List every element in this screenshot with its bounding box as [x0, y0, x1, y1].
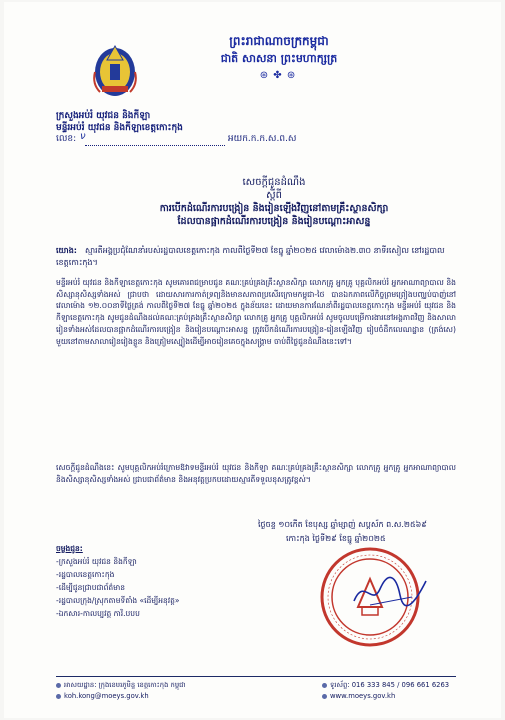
kingdom-motto: ជាតិ សាសនា ព្រះមហាក្សត្រ	[220, 52, 338, 65]
solar-date: កោះកុង ថ្ងៃទី២៩ ខែធ្នូ ឆ្នាំ២០២៥	[286, 534, 386, 543]
title-line-4: ដែលបានផ្អាកដំណើរការបង្រៀន និងរៀនបណ្តោះអាសន្ន	[177, 216, 371, 227]
ministry-name: ក្រសួងអប់រំ យុវជន និងកីឡា	[56, 111, 151, 121]
title-line-2: ស្តីពី	[266, 190, 282, 201]
globe-icon	[322, 694, 327, 699]
subject-text: ស្មារតីអង្គប្រជុំណែនាំរបស់រដ្ឋបាលខេត្តកោះកុង កាលពីថ្ងៃទី២៧ ខែធ្នូ ឆ្នាំ២០២៥ វេលាម៉ោង២.៣០ នាទីរសៀល នៅរដ្ឋបាលខេត្តកោះកុង។	[56, 246, 445, 267]
reference-label: លេខ:	[56, 134, 77, 144]
footer-contact-left	[56, 680, 186, 702]
footer-contact-right	[322, 680, 449, 702]
distribution-item: -ដើម្បីជូនជ្រាបជាព័ត៌មាន	[56, 583, 126, 592]
title-line-3: ការបើកដំណើរការបង្រៀន និងរៀនឡើងវិញនៅតាមគ្រឹះស្ថានសិក្សា	[159, 203, 389, 214]
email-icon	[56, 694, 61, 699]
footer-divider	[56, 676, 456, 677]
distribution-item: -រដ្ឋបាលក្រុង/ស្រុកតាមទីតាំង «ដើម្បីអនុវត្ត»	[56, 596, 180, 605]
footer-email[interactable]: koh.kong@moeys.gov.kh	[64, 692, 149, 700]
department-name: មន្ទីរអប់រំ យុវជន និងកីឡាខេត្តកោះកុង	[56, 123, 183, 133]
ministry-block	[56, 110, 183, 134]
phone-icon	[322, 683, 327, 688]
ministry-crest-logo	[90, 38, 140, 100]
header-ornament: ⊛ ✤ ⊛	[259, 70, 297, 81]
kingdom-title: ព្រះរាជាណាចក្រកម្ពុជា	[229, 34, 329, 48]
distribution-item: -ក្រសួងអប់រំ យុវជន និងកីឡា	[56, 557, 137, 566]
reference-number	[56, 133, 297, 146]
lunar-date: ថ្ងៃចន្ទ ១០កើត ខែបុស្ស ឆ្នាំម្សាញ់ សប្តស័ក ព.ស.២៥៦៩	[258, 520, 427, 529]
reference-handwritten: ν	[80, 131, 86, 142]
signature	[350, 571, 430, 611]
document-page	[4, 2, 501, 718]
footer-phone: ទូរស័ព្ទ: 016 333 845 / 096 661 6263	[330, 681, 450, 689]
kingdom-header	[194, 32, 364, 68]
footer-website[interactable]: www.moeys.gov.kh	[330, 692, 396, 700]
footer-address: អាសយដ្ឋាន: ក្រុងខេមរភូមិន្ទ ខេត្តកោះកុង កម្ពុជា	[64, 681, 186, 689]
title-line-1: សេចក្តីជូនដំណឹង	[242, 177, 306, 188]
body-paragraph-1: មន្ទីរអប់រំ យុវជន និងកីឡាខេត្តកោះកុង សូមគោរពជម្រាបជូន គណៈគ្រប់គ្រងគ្រឹះស្ថានសិក្សា លោកគ្រូ អ្នកគ្រូ បុគ្គលិកអប់រំ អ្នកអាណាព្យាបាល និងសិស្សានុសិស្សទាំងអស់ ជ្រាបថា ដោយសារការកាត់ទ្រព្យនិងមានសភាពប្រសើរក្រោមកម្ពុជា-ថៃ បានឯកភាពលើកិច្ចព្រមព្រៀងបញ្ឈប់បាញ់នៅវេលាម៉ោង ១២.០០នាទីថ្ងៃត្រង់ កាលពីថ្ងៃទី២៧ ខែធ្នូ ឆ្នាំ២០២៥ ក្នុងន័យនេះ ដោយមានការណែនាំពីរដ្ឋបាលខេត្តកោះកុង មន្ទីរអប់រំ យុវជន និងកីឡាខេត្តកោះកុង សូមជូនដំណឹងដល់គណៈគ្រប់គ្រងគ្រឹះស្ថានសិក្សា លោកគ្រូ អ្នកគ្រូ បុគ្គលិកអប់រំ សូមចូលបម្រើការងារនៅអង្គភាពវិញ និងសាលារៀនទាំងអស់ដែលបានផ្អាកដំណើរការបង្រៀន និងរៀនបណ្តោះអាសន្ន ត្រូវបើកដំណើរការបង្រៀន-រៀនឡើងវិញ រៀបចំដឹកលេណដ្ឋាន (ត្រង់សេ) មួយនៅតាមសាលារៀនរៀងខ្លួន និងត្រៀមស្បៀងដើម្បីអាចរៀនគេចក្នុងសង្គ្រាម ចាប់ពីថ្ងៃជូនដំណឹងនេះទៅ។	[56, 278, 456, 346]
distribution-list	[56, 542, 179, 620]
reference-line	[85, 145, 225, 146]
reference-subject	[56, 245, 456, 269]
distribution-heading: ចម្លងជូន:	[56, 544, 83, 553]
subject-label: យោង:	[56, 246, 77, 255]
notice-title	[124, 176, 424, 228]
body-paragraph-2: សេចក្តីជូនដំណឹងនេះ សូមបុគ្គលិកអប់រំក្រោមឱវាទមន្ទីរអប់រំ យុវជន និងកីឡា គណៈគ្រប់គ្រងគ្រឹះស្ថានសិក្សា លោកគ្រូ អ្នកគ្រូ អ្នកអាណាព្យាបាល និងសិស្សានុសិស្សទាំងអស់ ជ្រាបជាព័ត៌មាន និងអនុវត្តប្រកបដោយស្មារតីទទួលខុសត្រូវខ្ពស់។	[56, 463, 456, 484]
reference-suffix: អយក.ក.ក.ស.ព.ស	[227, 134, 297, 144]
distribution-item: -ឯកសារ-កាលប្បវត្ត ការិ.បបប	[56, 609, 140, 618]
location-icon	[56, 683, 61, 688]
distribution-item: -រដ្ឋបាលខេត្តកោះកុង	[56, 570, 115, 579]
